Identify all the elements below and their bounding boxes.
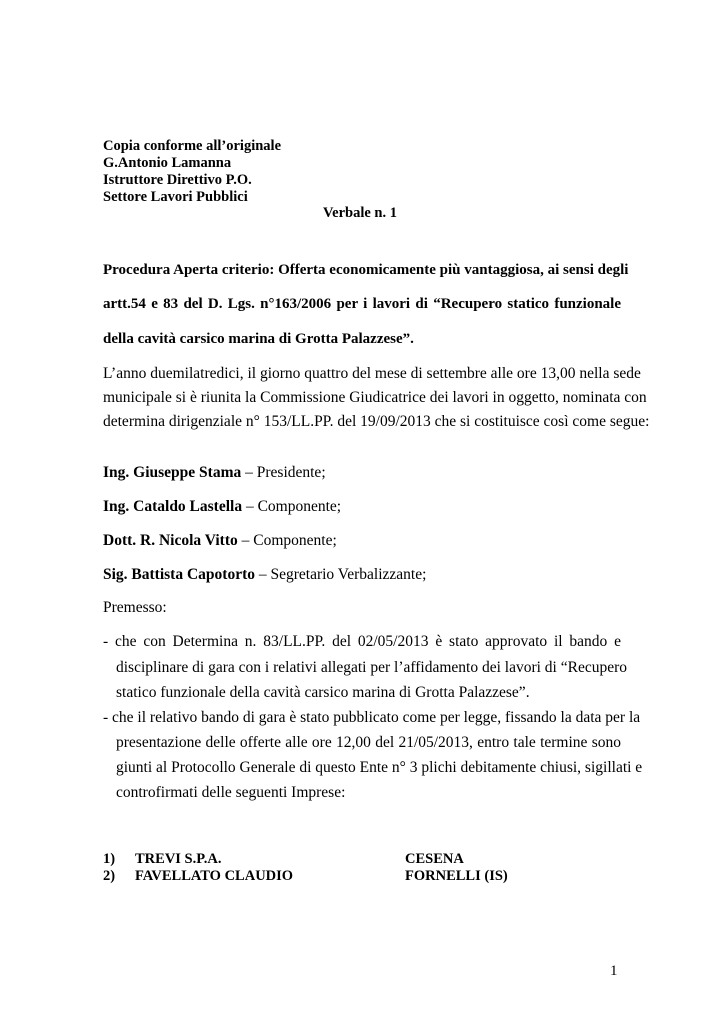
member-name: Dott. R. Nicola Vitto	[103, 532, 238, 549]
point1-line-3: statico funzionale della cavità carsico marina di Grotta Palazzese”.	[116, 684, 530, 701]
intro-line-2: municipale si è riunita la Commissione Giudicatrice dei lavori in oggetto, nominata con	[103, 389, 647, 406]
company-number: 2)	[103, 868, 116, 884]
title-line-3: della cavità carsico marina di Grotta Palazzese”.	[103, 331, 414, 347]
member-role: Componente;	[253, 532, 337, 549]
point1-line-1: - che con Determina n. 83/LL.PP. del 02/05/2013 è stato approvato il bando e	[103, 633, 621, 650]
point2-line-1: - che il relativo bando di gara è stato pubblicato come per legge, fissando la data per la	[103, 709, 641, 726]
title-line-2: artt.54 e 83 del D. Lgs. n°163/2006 per i lavori di “Recupero statico funzionale	[103, 296, 621, 312]
header-role-line: Istruttore Direttivo P.O.	[103, 172, 252, 188]
point2-line-3: giunti al Protocollo Generale di questo Ente n° 3 plichi debitamente chiusi, sigillati e	[116, 759, 643, 776]
member-name: Ing. Giuseppe Stama	[103, 464, 242, 481]
member-row	[103, 566, 426, 584]
member-name: Ing. Cataldo Lastella	[103, 498, 243, 515]
page-number: 1	[610, 963, 618, 979]
header-sector-line: Settore Lavori Pubblici	[103, 189, 248, 205]
point2-line-4: controfirmati delle seguenti Imprese:	[116, 784, 346, 801]
member-row	[103, 532, 337, 550]
member-separator: –	[254, 566, 271, 583]
member-row	[103, 464, 326, 482]
member-name: Sig. Battista Capotorto	[103, 566, 255, 583]
verbale-number: Verbale n. 1	[323, 205, 397, 221]
member-separator: –	[237, 532, 254, 549]
intro-line-3: determina dirigenziale n° 153/LL.PP. del 19/09/2013 che si costituisce così come segue:	[103, 413, 650, 430]
premesso-label: Premesso:	[103, 599, 167, 616]
member-row	[103, 498, 341, 516]
company-city: CESENA	[405, 851, 464, 867]
member-separator: –	[241, 464, 257, 481]
header-copy-line: Copia conforme all’originale	[103, 138, 282, 154]
member-role: Presidente;	[256, 464, 326, 481]
point1-line-2: disciplinare di gara con i relativi allegati per l’affidamento dei lavori di “Recupero	[116, 659, 628, 676]
company-name: TREVI S.P.A.	[135, 851, 222, 867]
title-line-1: Procedura Aperta criterio: Offerta economicamente più vantaggiosa, ai sensi degli	[103, 262, 629, 278]
member-role: Segretario Verbalizzante;	[270, 566, 427, 583]
company-name: FAVELLATO CLAUDIO	[135, 868, 294, 884]
company-city: FORNELLI (IS)	[405, 868, 508, 884]
member-role: Componente;	[257, 498, 342, 515]
company-number: 1)	[103, 851, 116, 867]
header-name-line: G.Antonio Lamanna	[103, 155, 232, 171]
point2-line-2: presentazione delle offerte alle ore 12,00 del 21/05/2013, entro tale termine sono	[116, 734, 621, 751]
member-separator: –	[242, 498, 258, 515]
intro-line-1: L’anno duemilatredici, il giorno quattro del mese di settembre alle ore 13,00 nella sede	[103, 365, 641, 382]
